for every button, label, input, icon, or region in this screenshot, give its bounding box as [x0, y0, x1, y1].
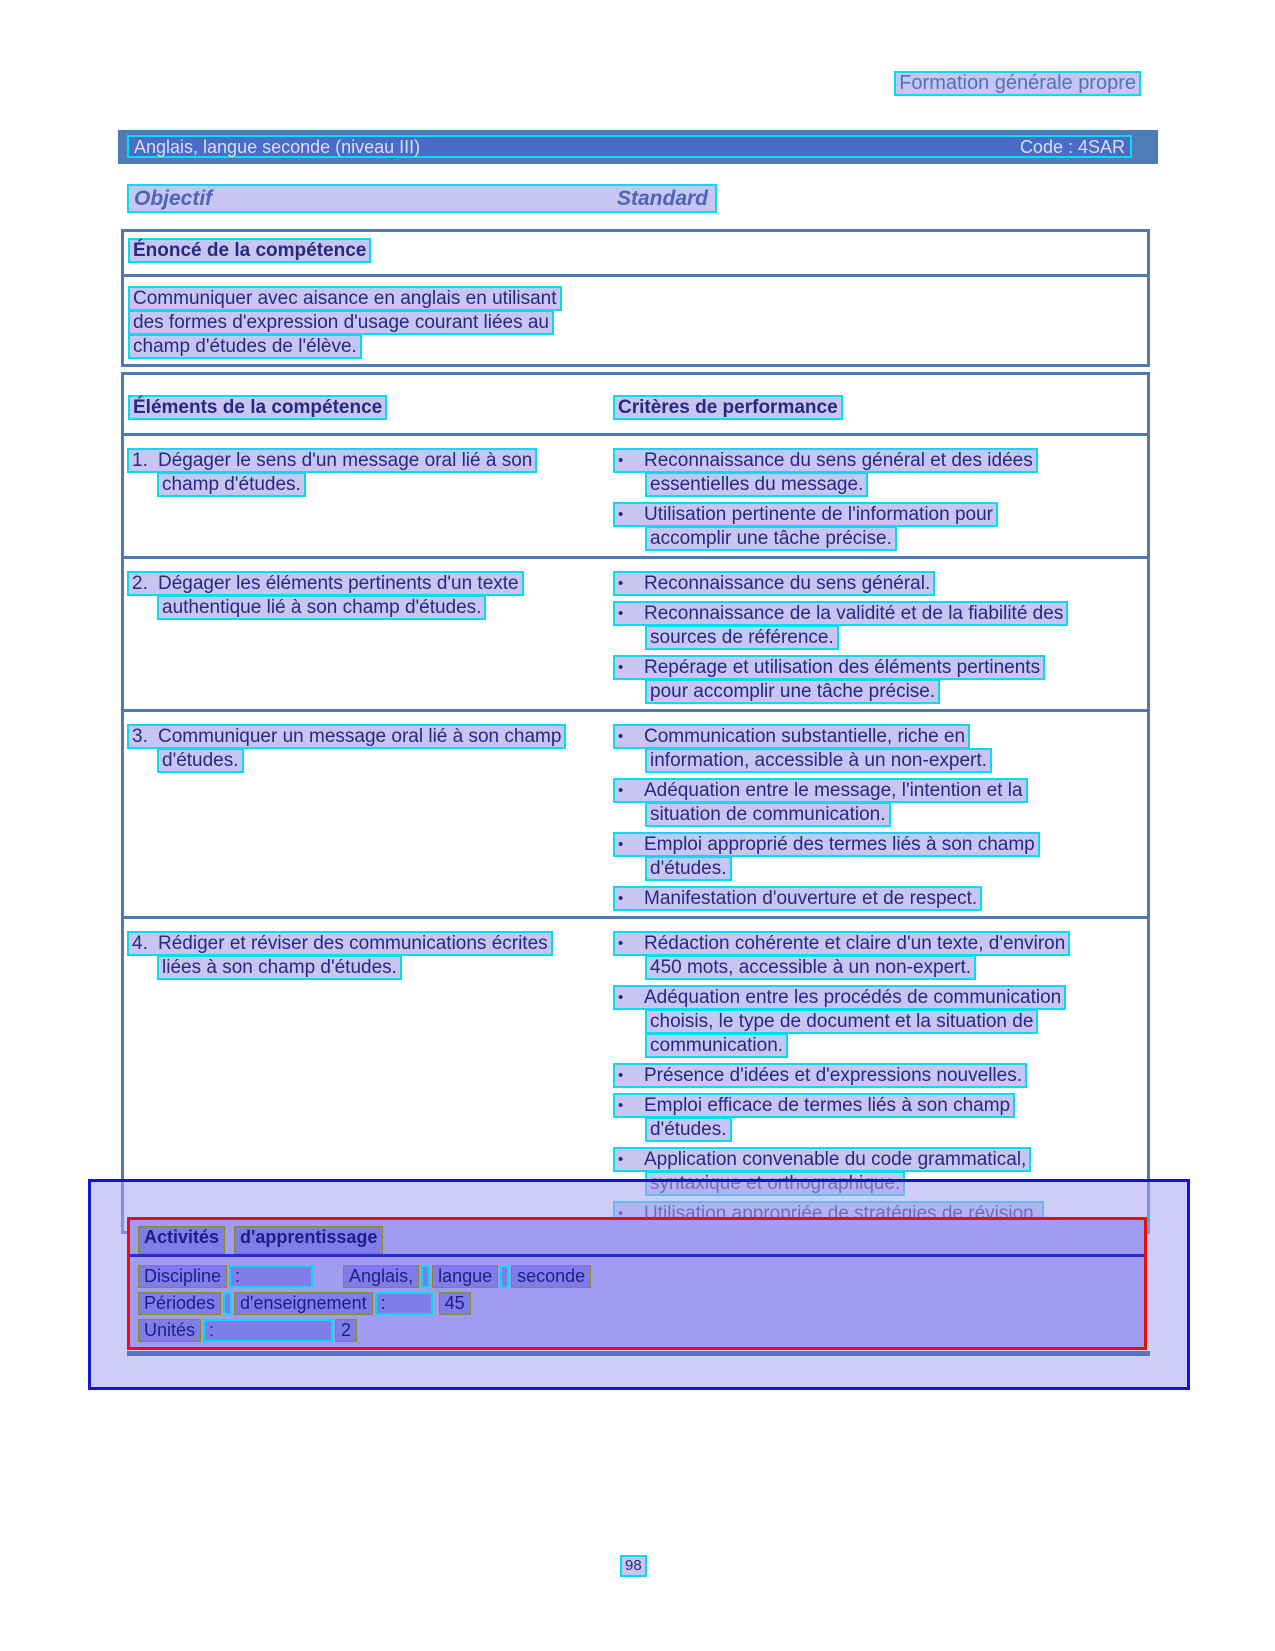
- criteria-line: [645, 1009, 1147, 1033]
- criteria-line: [645, 955, 1147, 979]
- word-separator-box: [421, 1265, 430, 1288]
- element-line: [157, 595, 613, 619]
- criteria-text: essentielles du message.: [645, 472, 868, 497]
- criteria-item: [613, 502, 1147, 550]
- bullet-icon: •: [618, 728, 624, 745]
- page-number: [620, 1555, 647, 1577]
- criteria-item: [613, 886, 1147, 910]
- table-row: [124, 559, 1147, 712]
- criteria-line: [613, 448, 1147, 472]
- enonce-header: [124, 232, 1147, 277]
- bullet-icon: •: [618, 659, 624, 676]
- activities-title-word: d'apprentissage: [234, 1226, 383, 1254]
- activities-label-word: Discipline: [138, 1265, 227, 1288]
- bullet-icon: •: [618, 1067, 624, 1084]
- criteria-text: sources de référence.: [645, 625, 839, 650]
- criteria-text: • Présence d'idées et d'expressions nouvelles.: [613, 1063, 1027, 1088]
- criteria-text: • Emploi approprié des termes liés à son champ: [613, 832, 1040, 857]
- criteria-item: [613, 778, 1147, 826]
- criteria-text: accomplir une tâche précise.: [645, 526, 897, 551]
- activities-title-word: Activités: [138, 1226, 225, 1254]
- criteria-text: d'études.: [645, 1117, 732, 1142]
- header-bar-highlight: [127, 135, 1132, 158]
- element-text: authentique lié à son champ d'études.: [157, 595, 486, 620]
- criteria-text: d'études.: [645, 856, 732, 881]
- element-line: [127, 571, 613, 595]
- criteria-text: communication.: [645, 1033, 788, 1058]
- competence-table: [121, 372, 1150, 1234]
- element-number: 2.: [132, 573, 148, 594]
- bullet-icon: •: [618, 989, 624, 1006]
- criteria-line: [645, 802, 1147, 826]
- bullet-icon: •: [618, 836, 624, 853]
- course-title: Anglais, langue seconde (niveau III): [134, 136, 421, 157]
- criteria-text: • Rédaction cohérente et claire d'un texte, d'environ: [613, 931, 1070, 956]
- bullet-icon: •: [618, 506, 624, 523]
- objectif-standard-band: [127, 184, 717, 213]
- bullet-icon: •: [618, 782, 624, 799]
- enonce-line: champ d'études de l'élève.: [128, 334, 362, 359]
- element-line: [127, 448, 613, 472]
- activities-value-word: 2: [335, 1319, 357, 1342]
- element-cell: [124, 724, 613, 916]
- criteria-cell: [613, 448, 1147, 556]
- criteria-line: [613, 985, 1147, 1009]
- element-text: 3. Communiquer un message oral lié à son champ: [127, 724, 566, 749]
- criteria-item: [613, 724, 1147, 772]
- criteria-line: [613, 601, 1147, 625]
- criteria-item: [613, 1093, 1147, 1141]
- element-cell: [124, 571, 613, 709]
- activities-label-word: Unités: [138, 1319, 201, 1342]
- element-cell: [124, 448, 613, 556]
- bullet-icon: •: [618, 575, 624, 592]
- column-header-criteres: Critères de performance: [613, 395, 843, 420]
- element-line: [127, 724, 613, 748]
- element-text: champ d'études.: [157, 472, 306, 497]
- criteria-line: [613, 886, 1147, 910]
- criteria-line: [613, 1093, 1147, 1117]
- word-separator-box: [500, 1265, 509, 1288]
- element-line: [127, 931, 613, 955]
- element-text: 2. Dégager les éléments pertinents d'un texte: [127, 571, 524, 596]
- criteria-line: [613, 655, 1147, 679]
- criteria-line: [613, 724, 1147, 748]
- activities-header: [130, 1220, 1144, 1257]
- course-code: Code : 4SAR: [1019, 136, 1125, 157]
- criteria-line: [645, 625, 1147, 649]
- criteria-text: • Reconnaissance de la validité et de la fiabilité des: [613, 601, 1068, 626]
- element-text: liées à son champ d'études.: [157, 955, 402, 980]
- criteria-line: [645, 472, 1147, 496]
- colon-box: :: [229, 1265, 313, 1288]
- criteria-text: • Manifestation d'ouverture et de respect.: [613, 886, 982, 911]
- bullet-icon: •: [618, 452, 624, 469]
- standard-heading: Standard: [617, 187, 709, 210]
- header-bar: [118, 130, 1158, 164]
- element-number: 3.: [132, 726, 148, 747]
- element-line: [157, 472, 613, 496]
- colon-box: :: [375, 1292, 433, 1315]
- objectif-heading: Objectif: [134, 187, 213, 210]
- enonce-line: des formes d'expression d'usage courant liées au: [128, 310, 554, 335]
- criteria-line: [613, 502, 1147, 526]
- table-row: [124, 712, 1147, 919]
- criteria-item: [613, 832, 1147, 880]
- criteria-item: [613, 601, 1147, 649]
- criteria-line: [613, 571, 1147, 595]
- criteria-text: • Adéquation entre les procédés de communication: [613, 985, 1066, 1010]
- enonce-line: Communiquer avec aisance en anglais en utilisant: [128, 286, 562, 311]
- enonce-body: [124, 277, 1147, 364]
- criteria-cell: [613, 724, 1147, 916]
- criteria-item: [613, 571, 1147, 595]
- bullet-icon: •: [618, 1097, 624, 1114]
- table-rows: [124, 436, 1147, 1231]
- activities-label-word: d'enseignement: [234, 1292, 373, 1315]
- criteria-item: [613, 448, 1147, 496]
- criteria-text: • Reconnaissance du sens général et des idées: [613, 448, 1038, 473]
- criteria-item: [613, 1063, 1147, 1087]
- table-row: [124, 436, 1147, 559]
- criteria-text: • Reconnaissance du sens général.: [613, 571, 935, 596]
- activities-row: [138, 1265, 1144, 1288]
- criteria-line: [613, 1147, 1147, 1171]
- element-text: d'études.: [157, 748, 244, 773]
- element-number: 4.: [132, 933, 148, 954]
- criteria-line: [645, 526, 1147, 550]
- criteria-text: 450 mots, accessible à un non-expert.: [645, 955, 976, 980]
- activities-row: [138, 1292, 1144, 1315]
- element-text: 1. Dégager le sens d'un message oral lié à son: [127, 448, 537, 473]
- activities-value-word: Anglais,: [343, 1265, 419, 1288]
- page-number-text: 98: [620, 1555, 647, 1577]
- criteria-text: choisis, le type de document et la situation de: [645, 1009, 1038, 1034]
- colon-box: :: [203, 1319, 333, 1342]
- element-number: 1.: [132, 450, 148, 471]
- criteria-text: • Utilisation pertinente de l'information pour: [613, 502, 998, 527]
- criteria-line: [613, 1063, 1147, 1087]
- activities-value-word: langue: [432, 1265, 498, 1288]
- enonce-box: [121, 229, 1150, 367]
- criteria-line: [645, 1117, 1147, 1141]
- activities-row: [138, 1319, 1144, 1342]
- criteria-text: situation de communication.: [645, 802, 891, 827]
- column-header-elements: Éléments de la compétence: [128, 395, 387, 420]
- activities-rows: [130, 1257, 1144, 1342]
- element-line: [157, 955, 613, 979]
- bullet-icon: •: [618, 605, 624, 622]
- element-line: [157, 748, 613, 772]
- criteria-line: [613, 778, 1147, 802]
- criteria-text: • Communication substantielle, riche en: [613, 724, 970, 749]
- activities-value-word: seconde: [511, 1265, 591, 1288]
- activities-value-word: 45: [439, 1292, 471, 1315]
- eyebrow-text: Formation générale propre: [894, 71, 1141, 96]
- criteria-line: [613, 832, 1147, 856]
- criteria-text: • Application convenable du code grammatical,: [613, 1147, 1031, 1172]
- criteria-item: [613, 985, 1147, 1057]
- criteria-item: [613, 931, 1147, 979]
- word-separator-box: [223, 1292, 232, 1315]
- bullet-icon: •: [618, 890, 624, 907]
- activities-label-word: Périodes: [138, 1292, 221, 1315]
- bullet-icon: •: [618, 1151, 624, 1168]
- criteria-line: [613, 931, 1147, 955]
- criteria-cell: [613, 571, 1147, 709]
- bullet-icon: •: [618, 935, 624, 952]
- criteria-text: pour accomplir une tâche précise.: [645, 679, 940, 704]
- criteria-text: information, accessible à un non-expert.: [645, 748, 992, 773]
- criteria-line: [645, 748, 1147, 772]
- eyebrow: [894, 71, 1141, 96]
- activities-box-bottom-border: [127, 1351, 1150, 1356]
- criteria-text: • Emploi efficace de termes liés à son champ: [613, 1093, 1015, 1118]
- activities-annotation-box: [127, 1217, 1147, 1350]
- enonce-title: Énoncé de la compétence: [128, 238, 371, 263]
- criteria-text: • Adéquation entre le message, l'intention et la: [613, 778, 1028, 803]
- criteria-text: • Repérage et utilisation des éléments pertinents: [613, 655, 1045, 680]
- table-header-row: [124, 375, 1147, 436]
- criteria-line: [645, 679, 1147, 703]
- element-text: 4. Rédiger et réviser des communications écrites: [127, 931, 553, 956]
- criteria-item: [613, 655, 1147, 703]
- criteria-line: [645, 856, 1147, 880]
- criteria-line: [645, 1033, 1147, 1057]
